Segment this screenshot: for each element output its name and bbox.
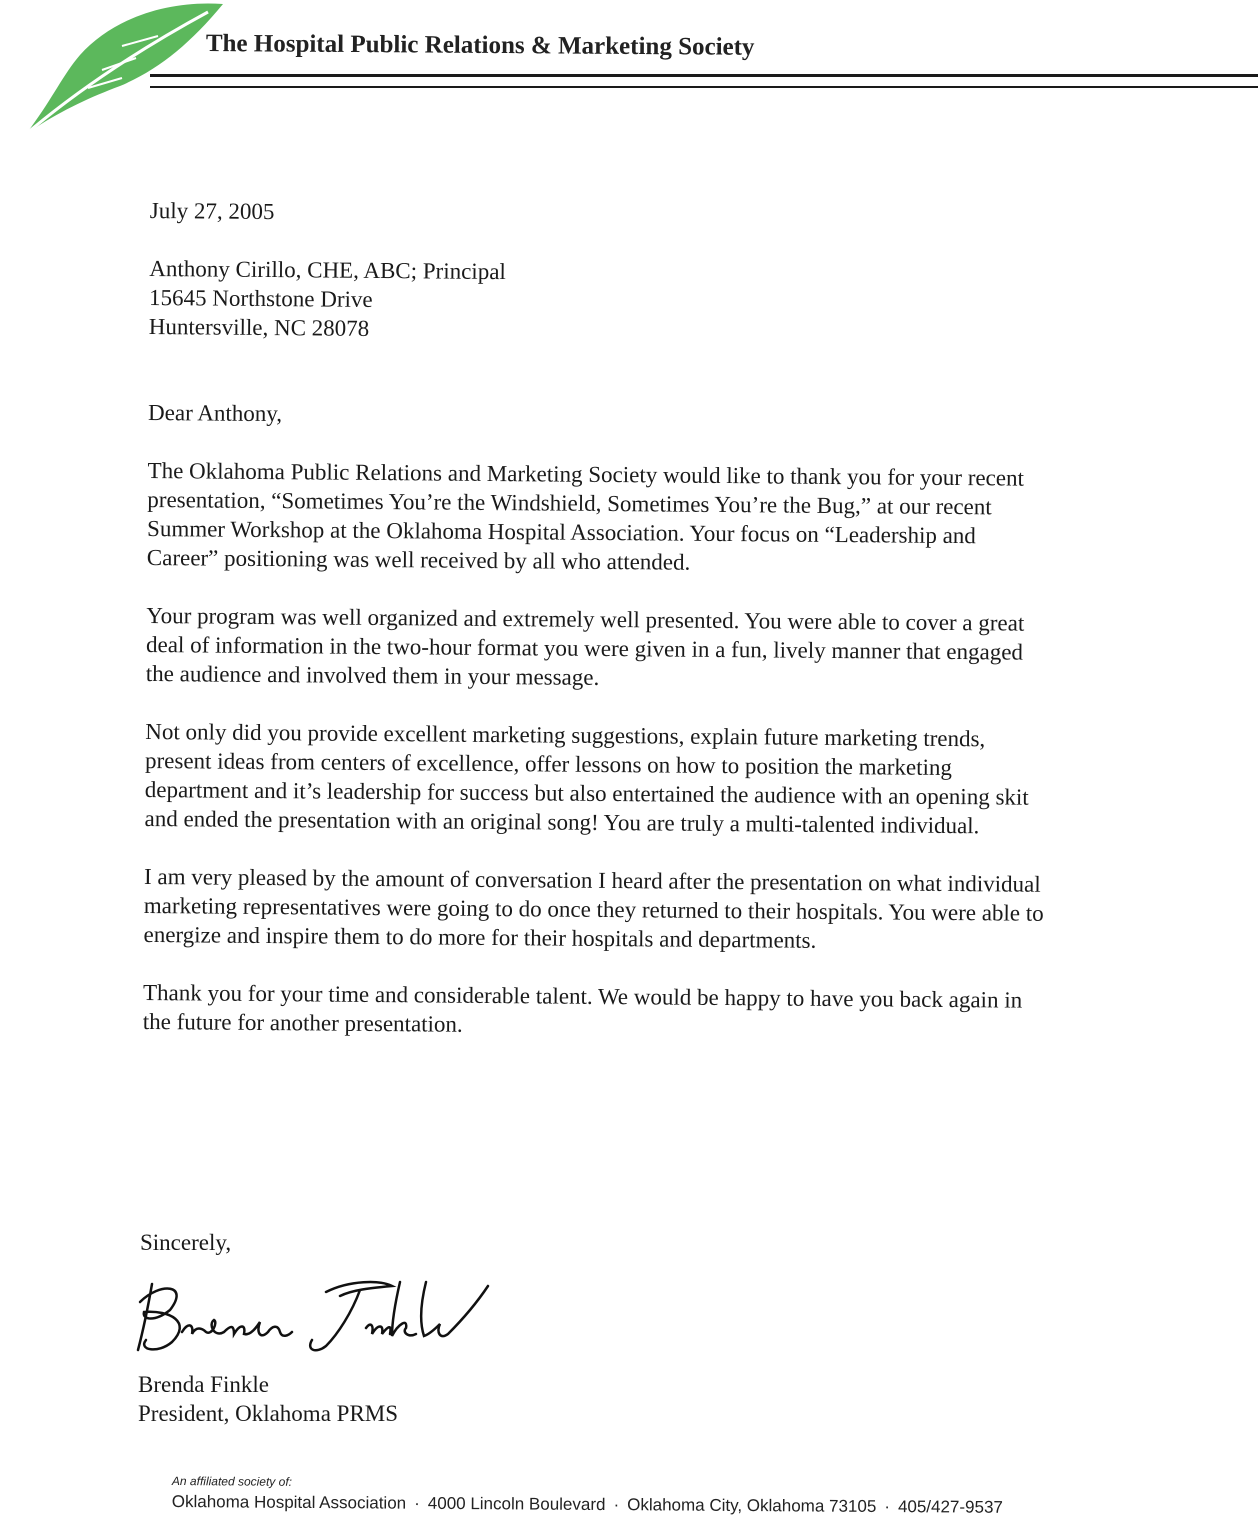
signer-block [138, 1370, 398, 1428]
recipient-line: Anthony Cirillo, CHE, ABC; Principal [149, 255, 506, 285]
closing: Sincerely, [140, 1230, 232, 1255]
signer-name: Brenda Finkle [138, 1372, 269, 1397]
paragraph: The Oklahoma Public Relations and Marketing Society would like to thank you for your recent presentation, “Sometimes You’re the Windshield, Sometimes You’re the Bug,” at our recent Summer Workshop at the Oklahoma Hospital Association. Your focus on “Leadership and Career” positioning was well received by all who attended. [146, 457, 1025, 575]
footer-city: Oklahoma City, Oklahoma 73105 [627, 1495, 877, 1516]
footer-phone: 405/427-9537 [897, 1497, 1003, 1517]
footer-address [172, 1492, 1003, 1518]
header-rule-top [150, 74, 1258, 77]
paragraph: I am very pleased by the amount of conversation I heard after the presentation on what individual marketing representatives were going to do once they returned to their hospitals. You were able to energize and inspire them to do more for their hospitals and departments. [143, 863, 1044, 953]
affiliation-note: An affiliated society of: [171, 1474, 293, 1489]
footer-street: 4000 Lincoln Boulevard [427, 1493, 606, 1515]
header-rule-bottom [150, 86, 1258, 88]
handwritten-signature [130, 1262, 510, 1362]
recipient-line: 15645 Northstone Drive [149, 284, 373, 312]
recipient-address [149, 254, 1050, 349]
separator-dot: · [613, 1495, 620, 1515]
letter-body [142, 196, 1050, 1073]
footer-org: Oklahoma Hospital Association [171, 1491, 407, 1513]
paragraph: Not only did you provide excellent marketing suggestions, explain future marketing trends, present ideas from centers of excellence, offer lessons on how to position the marketing department and it’s leadership for success but also entertained the audience with an opening skit and ended the presentation with an original song! You are truly a multi-talented individual. [144, 718, 1029, 839]
separator-dot: · [414, 1493, 420, 1513]
salutation: Dear Anthony, [148, 399, 283, 427]
paragraph: Your program was well organized and extremely well presented. You were able to cover a great deal of information in the two-hour format you were given in a fun, lively manner that engaged the audience and involved them in your message. [145, 602, 1025, 690]
footer [172, 1474, 1003, 1518]
letter-date: July 27, 2005 [149, 197, 275, 225]
signer-title: President, Oklahoma PRMS [138, 1401, 399, 1426]
org-name: The Hospital Public Relations & Marketing Society [205, 30, 755, 61]
recipient-line: Huntersville, NC 28078 [148, 313, 370, 341]
separator-dot: · [884, 1496, 891, 1517]
feather-leaf-icon [18, 0, 228, 140]
paragraph: Thank you for your time and considerable talent. We would be happy to have you back again in the future for another presentation. [142, 979, 1023, 1037]
